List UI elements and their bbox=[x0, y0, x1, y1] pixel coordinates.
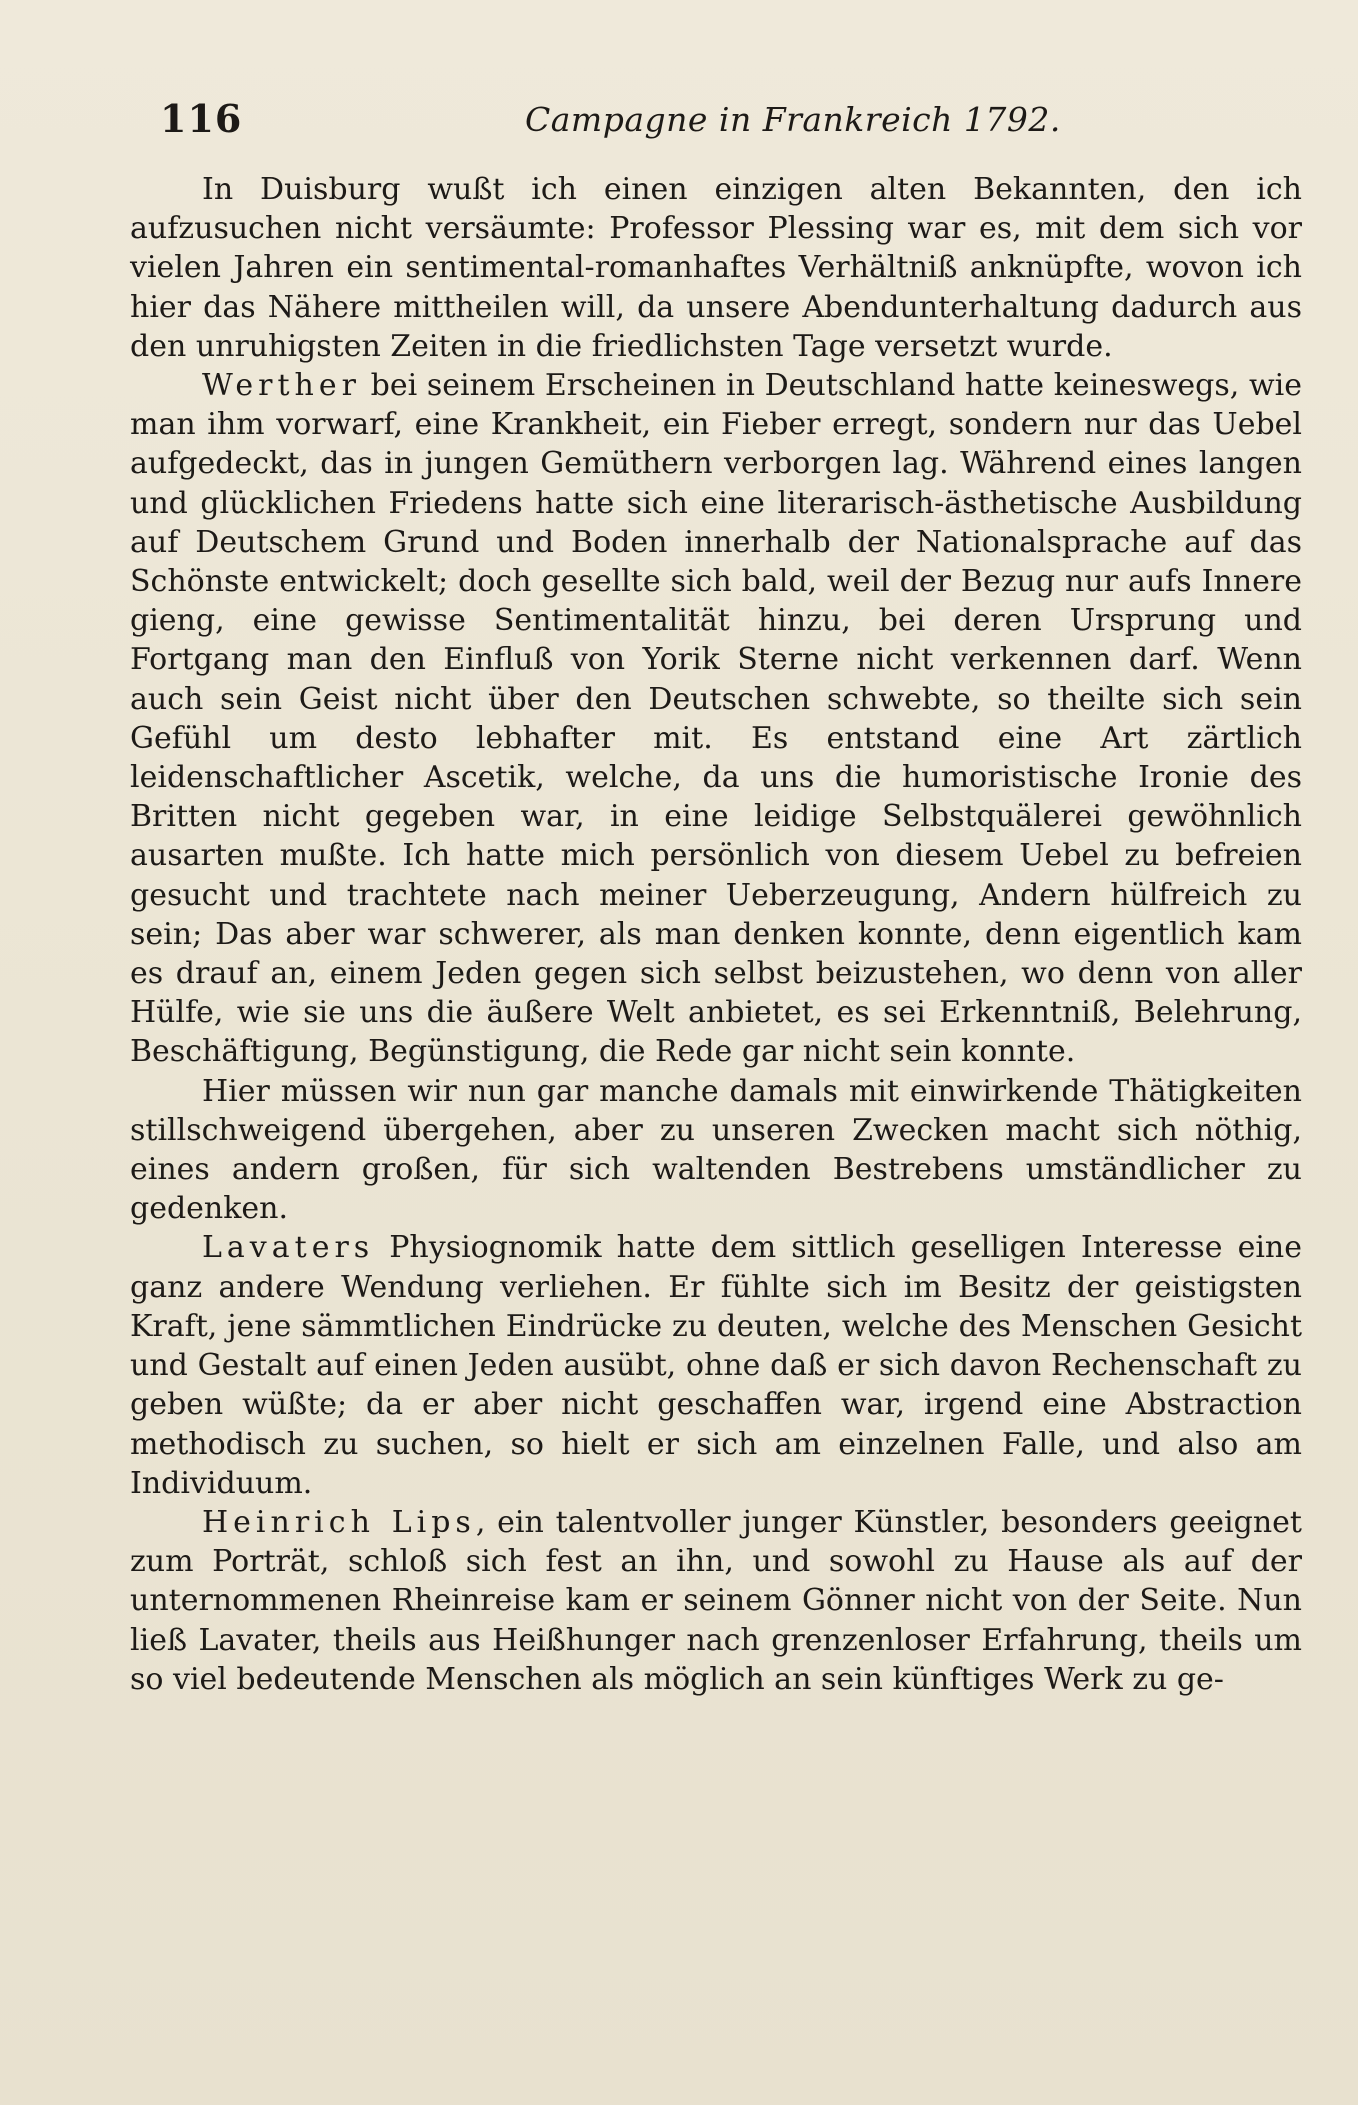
paragraph-text: In Duisburg wußt ich einen einzigen alten Bekannten, den ich aufzusuchen nicht versäumte: Professor Plessing war es, mit dem sich vor vielen Jahren ein sentimental-romanhaftes Verhältniß anknüpfte, wovon ich hier das Nähere mittheilen will, da unsere Abendunterhaltung dadurch aus den unruhigsten Zeiten in die friedlichsten Tage versetzt wurde. bbox=[130, 172, 1302, 364]
running-title: Campagne in Frankreich 1792. bbox=[525, 100, 1061, 139]
paragraph-lavater bbox=[130, 1228, 1302, 1502]
paragraph-duisburg bbox=[130, 170, 1302, 366]
page-body bbox=[130, 170, 1302, 1699]
page-number: 116 bbox=[160, 96, 243, 141]
paragraph-lips bbox=[130, 1503, 1302, 1699]
paragraph-lead-werther: Werther bbox=[202, 368, 361, 404]
paragraph-werther bbox=[130, 366, 1302, 1072]
paragraph-lead-lavater: Lavaters bbox=[202, 1230, 375, 1266]
paragraph-text: Hier müssen wir nun gar manche damals mit einwirkende Thätigkeiten stillschweigend übergehen, aber zu unseren Zwecken macht sich nöthig, eines andern großen, für sich waltenden Bestrebens umständlicher zu gedenken. bbox=[130, 1073, 1302, 1227]
paragraph-lead-lips: Heinrich Lips bbox=[202, 1504, 476, 1540]
paragraph-text: bei seinem Erscheinen in Deutschland hatte keineswegs, wie man ihm vorwarf, eine Krankheit, ein Fieber erregt, sondern nur das Uebel aufgedeckt, das in jungen Gemüthern verborgen lag. Während eines langen und glücklichen Friedens hatte sich eine literarisch-ästhetische Ausbildung auf Deutschem Grund und Boden innerhalb der Nationalsprache auf das Schönste entwickelt; doch gesellte sich bald, weil der Bezug nur aufs Innere gieng, eine gewisse Sentimentalität hinzu, bei deren Ursprung und Fortgang man den Einfluß von Yorik Sterne nicht verkennen darf. Wenn auch sein Geist nicht über den Deutschen schwebte, so theilte sich sein Gefühl um desto lebhafter mit. Es entstand eine Art zärtlich leidenschaftlicher Ascetik, welche, da uns die humoristische Ironie des Britten nicht gegeben war, in eine leidige Selbstquälerei gewöhnlich ausarten mußte. Ich hatte mich persönlich von diesem Uebel zu befreien gesucht und trachtete nach meiner Ueberzeugung, Andern hülfreich zu sein; Das aber war schwerer, als man denken konnte, denn eigentlich kam es drauf an, einem Jeden gegen sich selbst beizustehen, wo denn von aller Hülfe, wie sie uns die äußere Welt anbietet, es sei Erkenntniß, Belehrung, Beschäftigung, Begünstigung, die Rede gar nicht sein konnte. bbox=[130, 368, 1302, 1070]
paragraph-hier bbox=[130, 1072, 1302, 1229]
paragraph-text: , ein talentvoller junger Künstler, besonders geeignet zum Porträt, schloß sich fest an ihn, und sowohl zu Hause als auf der unternommenen Rheinreise kam er seinem Gönner nicht von der Seite. Nun ließ Lavater, theils aus Heißhunger nach grenzenloser Erfahrung, theils um so viel bedeutende Menschen als möglich an sein künftiges Werk zu ge- bbox=[130, 1504, 1302, 1697]
paragraph-text: Physiognomik hatte dem sittlich geselligen Interesse eine ganz andere Wendung verliehen. Er fühlte sich im Besitz der geistigsten Kraft, jene sämmtlichen Eindrücke zu deuten, welche des Menschen Gesicht und Gestalt auf einen Jeden ausübt, ohne daß er sich davon Rechenschaft zu geben wüßte; da er aber nicht geschaffen war, irgend eine Abstraction methodisch zu suchen, so hielt er sich am einzelnen Falle, und also am Individuum. bbox=[130, 1230, 1302, 1501]
page-header bbox=[160, 96, 1280, 146]
